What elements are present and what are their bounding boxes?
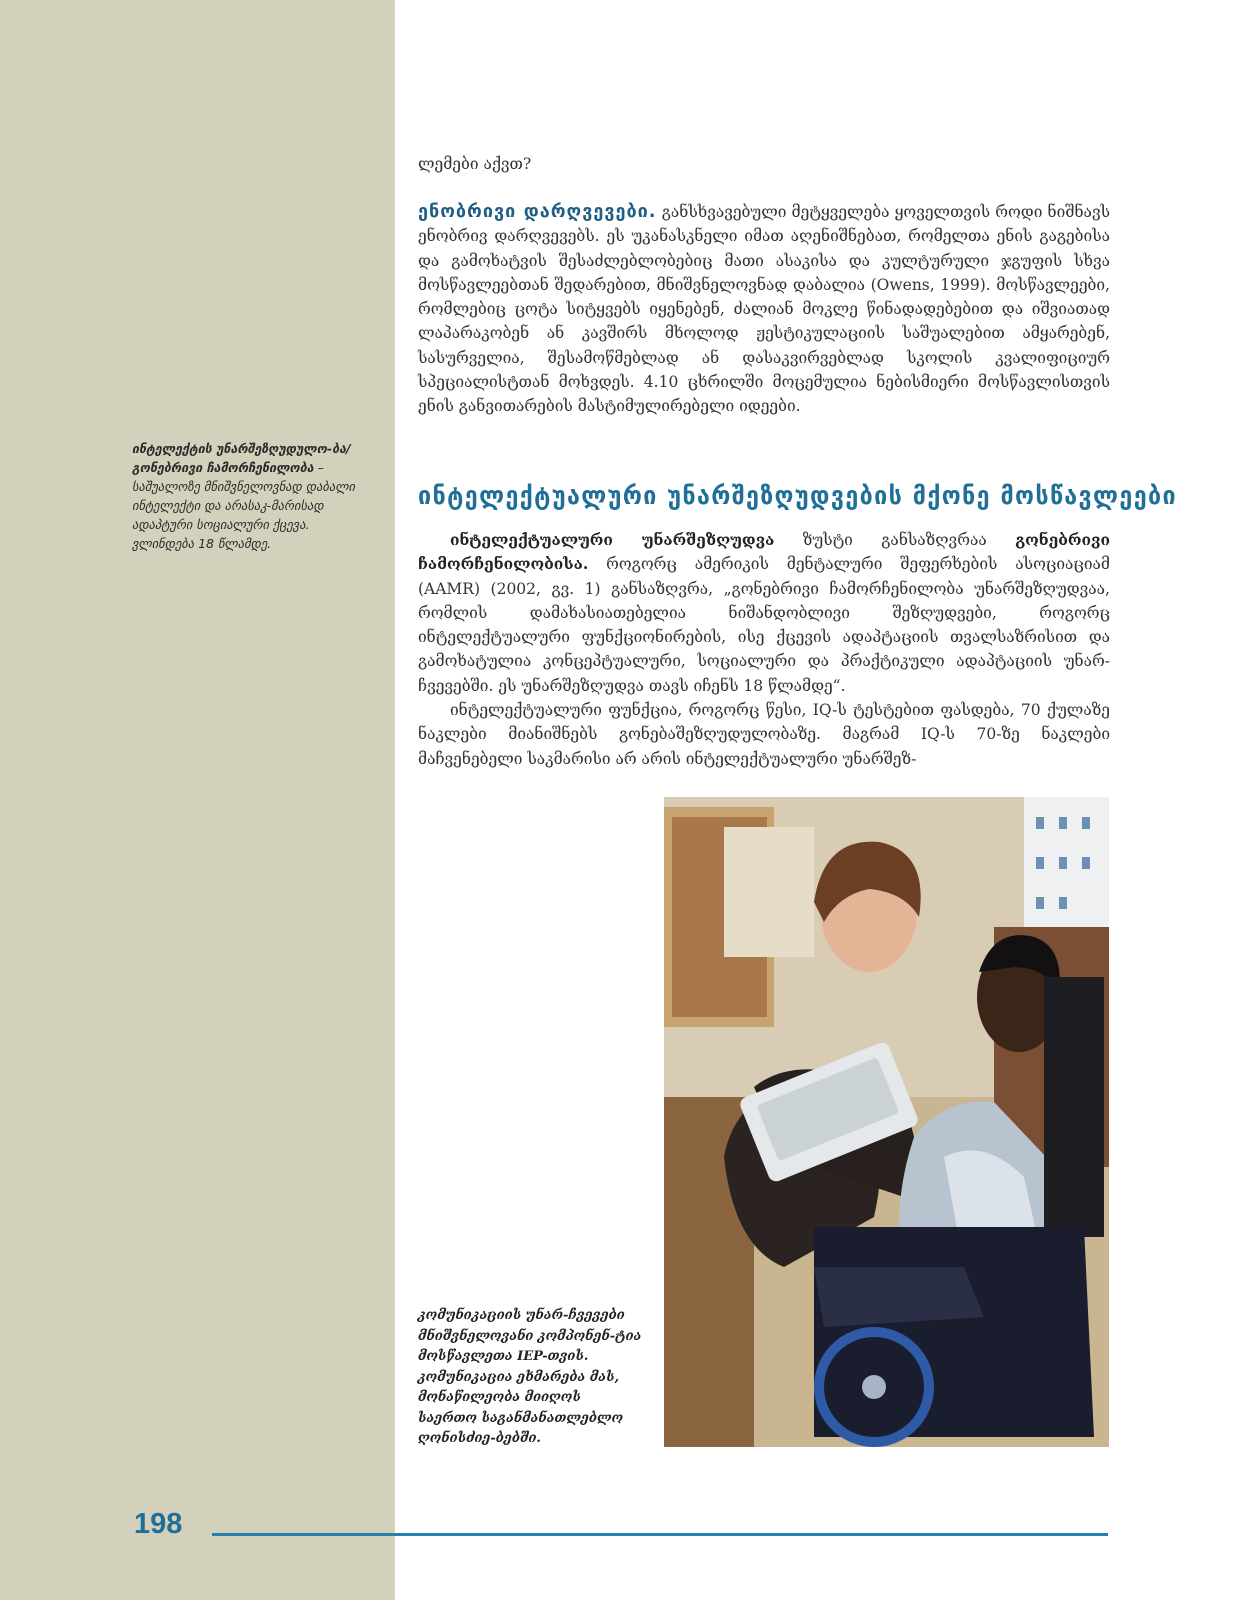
section1-run-in-heading: ენობრივი დარღვევები. [418,201,657,222]
section2-body [418,528,1110,771]
photo-caption: კომუნიკაციის უნარ-ჩვევები მნიშვნელოვანი კომპონენ-ტია მოსწავლეთა IEP-თვის. კომუნიკაცია ეხმარება მას, მონაწილეობა მიიღოს საერთო საგანმანათლებლო ღონისძიე-ბებში. [418,1308,642,1446]
section1-text: განსხვავებული მეტყველება ყოველთვის როდი ნიშნავს ენობრივ დარღვევებს. ეს უკანასკნელი იმათ აღენიშნებათ, რომელთა ენის გაგებისა და გამოხატვის შესაძლებლობებიც მათი ასაკისა და კულტურული ჯგუფის სხვა მოსწავლეებთან შედარებით, მნიშვნელოვნად დაბალია (Owens, 1999). მოსწავლეები, რომლებიც ცოტა სიტყვებს იყენებენ, ძალიან მოკლე წინადადებებით და იშვიათად ლაპარაკობენ ან კავშირს მხოლოდ ჟესტიკულაციის საშუალებით ამყარებენ, სასურველია, შესამოწმებლად ან დასაკვირვებლად სკოლის კვალიფიციურ სპეციალისტთან მოხვდეს. 4.10 ცხრილში მოცემულია ნებისმიერი მოსწავლისთვის ენის განვითარების მასტიმულირებელი იდეები. [418,203,1110,416]
margin-note-term: ინტელექტის უნარშეზღუდულო-ბა/გონებრივი ჩამორჩენილობა [132,441,351,475]
margin-definition-note [132,439,372,553]
lead-fragment: ლემები აქვთ? [418,155,532,173]
section2-paragraph-1 [418,528,1110,698]
section1-paragraph [418,200,1110,419]
section2-p1-mid: ზუსტი განსაზღვრაა [774,531,1016,549]
photo-illustration [664,797,1109,1447]
term-mental-retardation: გონებრივი ჩამორჩენილობისა. [418,530,1110,574]
section2-heading: ინტელექტუალური უნარშეზღუდვების მქონე მოსწავლეები [418,481,1177,510]
margin-note-definition: – საშუალოზე მნიშვნელოვნად დაბალი ინტელექტი და არასაკ-მარისად ადაპტური სოციალური ქცევა. ვლინდება 18 წლამდე. [132,460,356,551]
page-number: 198 [134,1508,183,1540]
section2-p1-rest: როგორც ამერიკის მენტალური შეფერხების ასოციაციამ (AAMR) (2002, გვ. 1) განსაზღვრა, „გონებრივი ჩამორჩენილობა უნარშეზღუდვაა, რომლის დამახასიათებელია ნიშანდობლივი შეზღუდვები, როგორც ინტელექტუალური ფუნქციონირების, ისე ქცევის ადაპტაციის თვალსაზრისით და გამოხატულია კონცეპტუალური, სოციალური და პრაქტიკული ადაპტაციის უნარ-ჩვევებში. ეს უნარშეზღუდვა თავს იჩენს 18 წლამდე“. [418,555,1110,695]
section2-paragraph-2: ინტელექტუალური ფუნქცია, როგორც წესი, IQ-ს ტესტებით ფასდება, 70 ქულაზე ნაკლები მიანიშნებს გონებაშეზღუდულობაზე. მაგრამ IQ-ს 70-ზე ნაკლები მაჩვენებელი საკმარისი არ არის ინტელექტუალური უნარშეზ- [418,701,1110,768]
footer-rule [212,1533,1108,1536]
left-sidebar-band [0,0,395,1600]
term-intellectual-disability: ინტელექტუალური უნარშეზღუდვა [450,530,775,549]
classroom-photo [664,797,1109,1447]
